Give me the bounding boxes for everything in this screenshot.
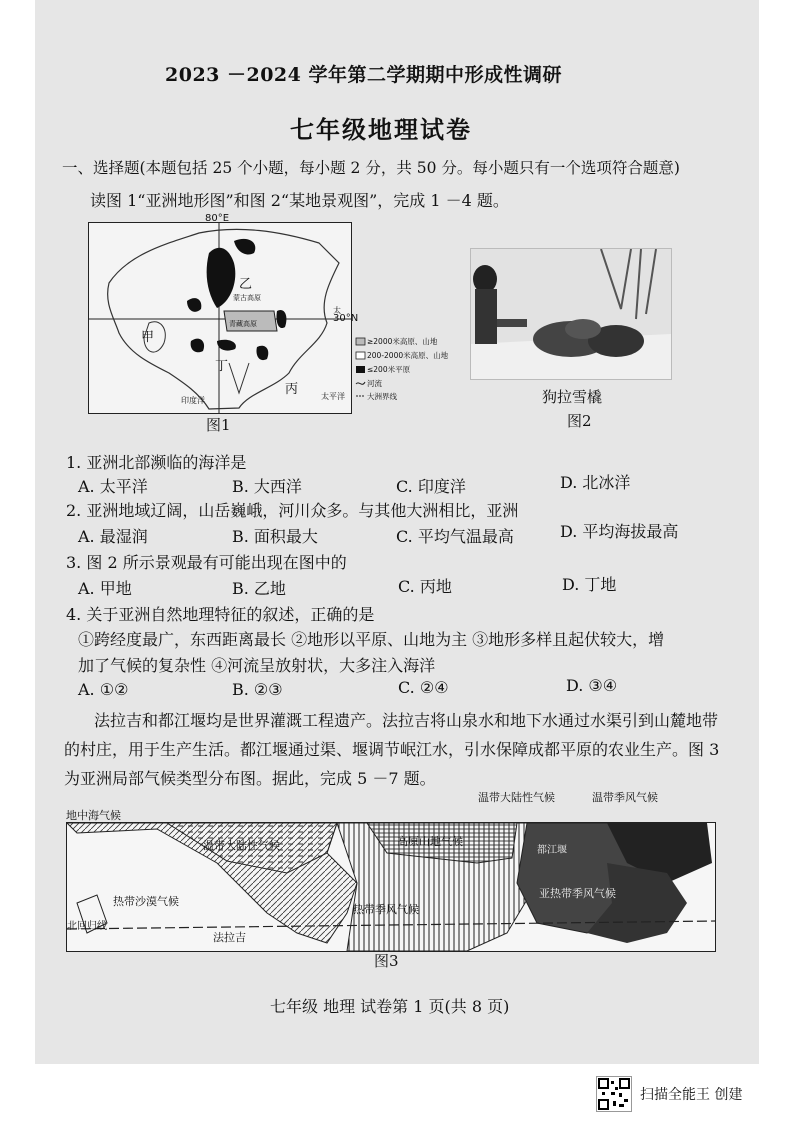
- figure2-title: 狗拉雪橇: [542, 388, 603, 406]
- label-mediterranean: 地中海气候: [66, 809, 121, 822]
- label-plateau-mountain: 高原山地气候: [397, 835, 463, 848]
- label-tropical-desert: 热带沙漠气候: [113, 895, 179, 908]
- q3-option-b: B. 乙地: [232, 579, 286, 598]
- figure3-climate-map: [66, 822, 716, 952]
- q1-option-c: C. 印度洋: [396, 477, 466, 496]
- section-heading: 一、选择题(本题包括 25 个小题，每小题 2 分，共 50 分。每小题只有一个选项符合题意): [62, 159, 680, 177]
- label-temperate-continental: 温带大陆性气候: [203, 839, 280, 852]
- section-intro: 读图 1“亚洲地形图”和图 2“某地景观图”，完成 1 －4 题。: [90, 191, 509, 210]
- q1-option-b: B. 大西洋: [232, 477, 302, 496]
- figure1-asia-terrain-map: [88, 213, 359, 414]
- label-mongol-plateau: 蒙古高原: [233, 294, 261, 302]
- label-pacific-ocean: 太平洋: [321, 392, 345, 401]
- q2-option-c: C. 平均气温最高: [396, 527, 514, 546]
- question-4-stem: 4. 关于亚洲自然地理特征的叙述，正确的是: [66, 605, 375, 624]
- q4-option-a: A. ①②: [78, 680, 129, 699]
- figure3-caption: 图3: [374, 952, 399, 970]
- legend-plain: ≤200米平原: [367, 365, 411, 374]
- q4-option-c: C. ②④: [398, 678, 449, 697]
- figure1-caption: 图1: [206, 416, 231, 434]
- asia-map-drawing: [89, 223, 351, 413]
- label-bing: 丙: [285, 382, 299, 397]
- page-title: 七年级地理试卷: [290, 115, 472, 144]
- q3-option-c: C. 丙地: [398, 577, 452, 596]
- q4-option-b: B. ②③: [232, 680, 283, 699]
- label-jia: 甲: [141, 330, 155, 345]
- q2-option-d: D. 平均海拔最高: [560, 522, 679, 541]
- q1-option-d: D. 北冰洋: [560, 473, 631, 492]
- latitude-label: 30°N: [333, 313, 359, 324]
- label-qingzang-plateau: 青藏高原: [229, 320, 257, 328]
- exam-header-line: 2023 －2024 学年第二学期期中形成性调研: [165, 64, 562, 86]
- question-4-line3: 加了气候的复杂性 ④河流呈放射状，大多注入海洋: [78, 656, 436, 675]
- question-4-line2: ①跨经度最广，东西距离最长 ②地形以平原、山地为主 ③地形多样且起伏较大，增: [78, 630, 665, 649]
- q1-option-a: A. 太平洋: [78, 477, 148, 496]
- legend-boundary: 大洲界线: [367, 392, 397, 401]
- dog-sled-photo-drawing: [471, 249, 671, 379]
- label-tropic-of-cancer: 北回归线: [67, 921, 107, 932]
- qr-code-icon: [596, 1076, 632, 1112]
- page-number: 七年级 地理 试卷第 1 页(共 8 页): [270, 997, 510, 1016]
- label-temperate-continental-top: 温带大陆性气候: [478, 791, 555, 804]
- label-pacific-short: 太: [333, 306, 341, 315]
- q3-option-d: D. 丁地: [562, 575, 617, 594]
- climate-map-drawing: [67, 823, 715, 951]
- label-yi: 乙: [239, 277, 253, 292]
- legend-high: ≥2000米高原、山地: [367, 337, 438, 346]
- label-indian-ocean: 印度洋: [181, 396, 205, 405]
- label-ding: 丁: [215, 359, 229, 374]
- legend-swatches: [355, 336, 367, 402]
- label-falaj: 法拉吉: [213, 931, 246, 944]
- qr-code-drawing: [597, 1077, 631, 1111]
- label-tropical-monsoon: 热带季风气候: [353, 903, 419, 916]
- question-3-stem: 3. 图 2 所示景观最有可能出现在图中的: [66, 553, 347, 572]
- question-1-stem: 1. 亚洲北部濒临的海洋是: [66, 453, 247, 472]
- label-subtropical-monsoon: 亚热带季风气候: [539, 887, 616, 900]
- figure2-caption: 图2: [567, 412, 592, 430]
- label-temperate-monsoon: 温带季风气候: [592, 791, 658, 804]
- longitude-label: 80°E: [205, 213, 230, 224]
- reading-passage: 法拉吉和都江堰均是世界灌溉工程遗产。法拉吉将山泉水和地下水通过水渠引到山麓地带的村庄，用于生产生活。都江堰通过渠、堰调节岷江水，引水保障成都平原的农业生产。图 3 为亚洲局部气候类型分布图。据此，完成 5 －7 题。: [64, 711, 720, 788]
- question-2-stem: 2. 亚洲地域辽阔，山岳巍峨，河川众多。与其他大洲相比，亚洲: [66, 501, 519, 520]
- q4-option-d: D. ③④: [566, 676, 618, 695]
- q3-option-a: A. 甲地: [78, 579, 132, 598]
- legend-river: 河流: [367, 379, 382, 388]
- q2-option-b: B. 面积最大: [232, 527, 318, 546]
- legend-mid: 200-2000米高原、山地: [367, 351, 449, 360]
- label-dujiangyan: 都江堰: [537, 845, 567, 856]
- figure2-photo: [470, 248, 672, 380]
- scanner-watermark: 扫描全能王 创建: [640, 1087, 743, 1103]
- q2-option-a: A. 最湿润: [78, 527, 148, 546]
